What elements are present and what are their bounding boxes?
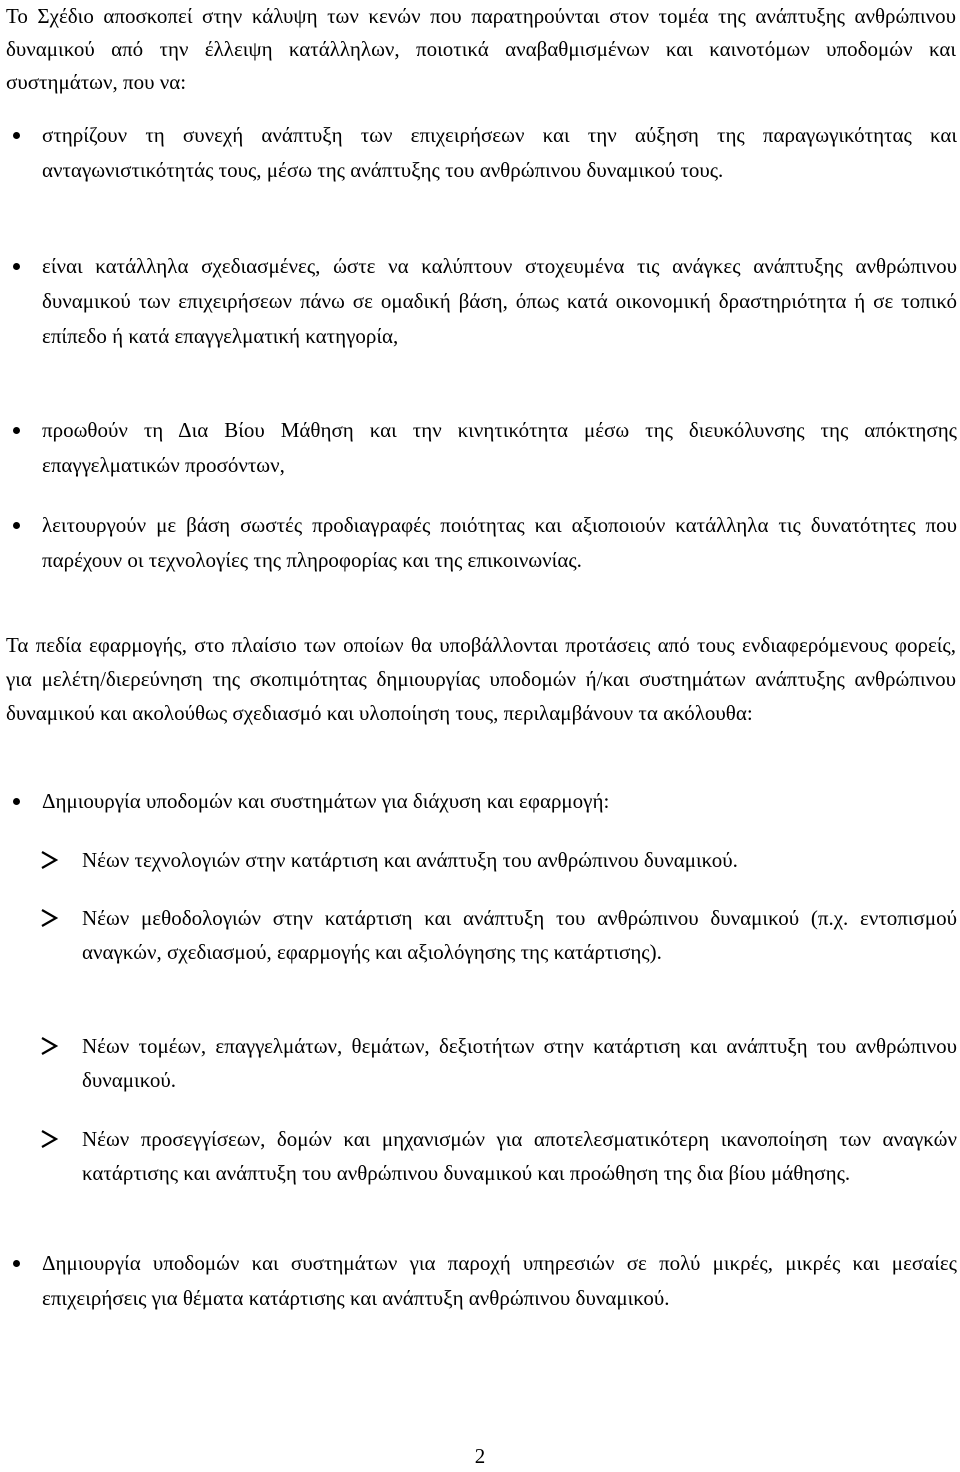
arrow-bullet-icon — [36, 843, 62, 877]
arrow-bullet-icon — [36, 1122, 62, 1156]
bullet-icon — [6, 118, 26, 153]
list-item — [42, 413, 957, 483]
bullet-icon — [6, 508, 26, 543]
list-item — [42, 784, 957, 819]
list-item — [42, 249, 957, 354]
bullet-icon — [6, 1246, 26, 1281]
list-item-text: είναι κατάλληλα σχεδιασμένες, ώστε να καλύπτουν στοχευμένα τις ανάγκες ανάπτυξης ανθρώπινου δυναμικού των επιχειρήσεων πάνω σε ομαδική βάση, όπως κατά οικονομική δραστηριότητα ή σε τοπικό επίπεδο ή κατά επαγγελματική κατηγορία, — [42, 254, 957, 348]
sub-list-item — [82, 1122, 957, 1190]
intro-paragraph: Το Σχέδιο αποσκοπεί στην κάλυψη των κενών που παρατηρούνται στον τομέα της ανάπτυξης ανθρώπινου δυναμικού από την έλλειψη κατάλληλων, ποιοτικά αναβαθμισμένων και καινοτόμων υποδομών και συστημάτων, που να: — [6, 4, 956, 94]
bullet-icon — [6, 249, 26, 284]
arrow-bullet-icon — [36, 1029, 62, 1063]
fields-paragraph: Τα πεδία εφαρμογής, στο πλαίσιο των οποίων θα υποβάλλονται προτάσεις από τους ενδιαφερόμενους φορείς, για μελέτη/διερεύνηση της σκοπιμότητας δημιουργίας υποδομών ή/και συστημάτων ανάπτυξης ανθρώπινου δυναμικού και ακολούθως σχεδιασμό και υλοποίηση τους, περιλαμβάνουν τα ακόλουθα: — [6, 633, 956, 725]
sub-list-item-text: Νέων μεθοδολογιών στην κατάρτιση και ανάπτυξη του ανθρώπινου δυναμικού (π.χ. εντοπισμού αναγκών, σχεδιασμού, εφαρμογής και αξιολόγησης της κατάρτισης). — [82, 906, 957, 964]
sub-list-item — [82, 1029, 957, 1097]
arrow-bullet-icon — [36, 901, 62, 935]
sub-list-item — [82, 901, 957, 969]
list-item-text: προωθούν τη Δια Βίου Μάθηση και την κινητικότητα μέσω της διευκόλυνσης της απόκτησης επαγγελματικών προσόντων, — [42, 418, 957, 477]
list-item — [42, 1246, 957, 1316]
page-number: 2 — [474, 1444, 486, 1468]
list-item-text: Δημιουργία υποδομών και συστημάτων για διάχυση και εφαρμογή: — [42, 789, 610, 813]
list-item-text: Δημιουργία υποδομών και συστημάτων για παροχή υπηρεσιών σε πολύ μικρές, μικρές και μεσαίες επιχειρήσεις για θέματα κατάρτισης και ανάπτυξη ανθρώπινου δυναμικού. — [42, 1251, 957, 1310]
list-item-text: στηρίζουν τη συνεχή ανάπτυξη των επιχειρήσεων και την αύξηση της παραγωγικότητας και ανταγωνιστικότητάς τους, μέσω της ανάπτυξης του ανθρώπινου δυναμικού τους. — [42, 123, 957, 182]
bullet-icon — [6, 784, 26, 819]
list-item-text: λειτουργούν με βάση σωστές προδιαγραφές ποιότητας και αξιοποιούν κατάλληλα τις δυνατότητες που παρέχουν οι τεχνολογίες της πληροφορίας και της επικοινωνίας. — [42, 513, 957, 572]
list-item — [42, 508, 957, 578]
sub-list-item-text: Νέων προσεγγίσεων, δομών και μηχανισμών για αποτελεσματικότερη ικανοποίηση των αναγκών κατάρτισης και ανάπτυξη του ανθρώπινου δυναμικού και προώθηση της δια βίου μάθησης. — [82, 1127, 957, 1185]
sub-list-item-text: Νέων τομέων, επαγγελμάτων, θεμάτων, δεξιοτήτων στην κατάρτιση και ανάπτυξη του ανθρώπινου δυναμικού. — [82, 1034, 957, 1092]
sub-list-item — [82, 843, 957, 877]
list-item — [42, 118, 957, 188]
sub-list-item-text: Νέων τεχνολογιών στην κατάρτιση και ανάπτυξη του ανθρώπινου δυναμικού. — [82, 848, 738, 872]
bullet-icon — [6, 413, 26, 448]
